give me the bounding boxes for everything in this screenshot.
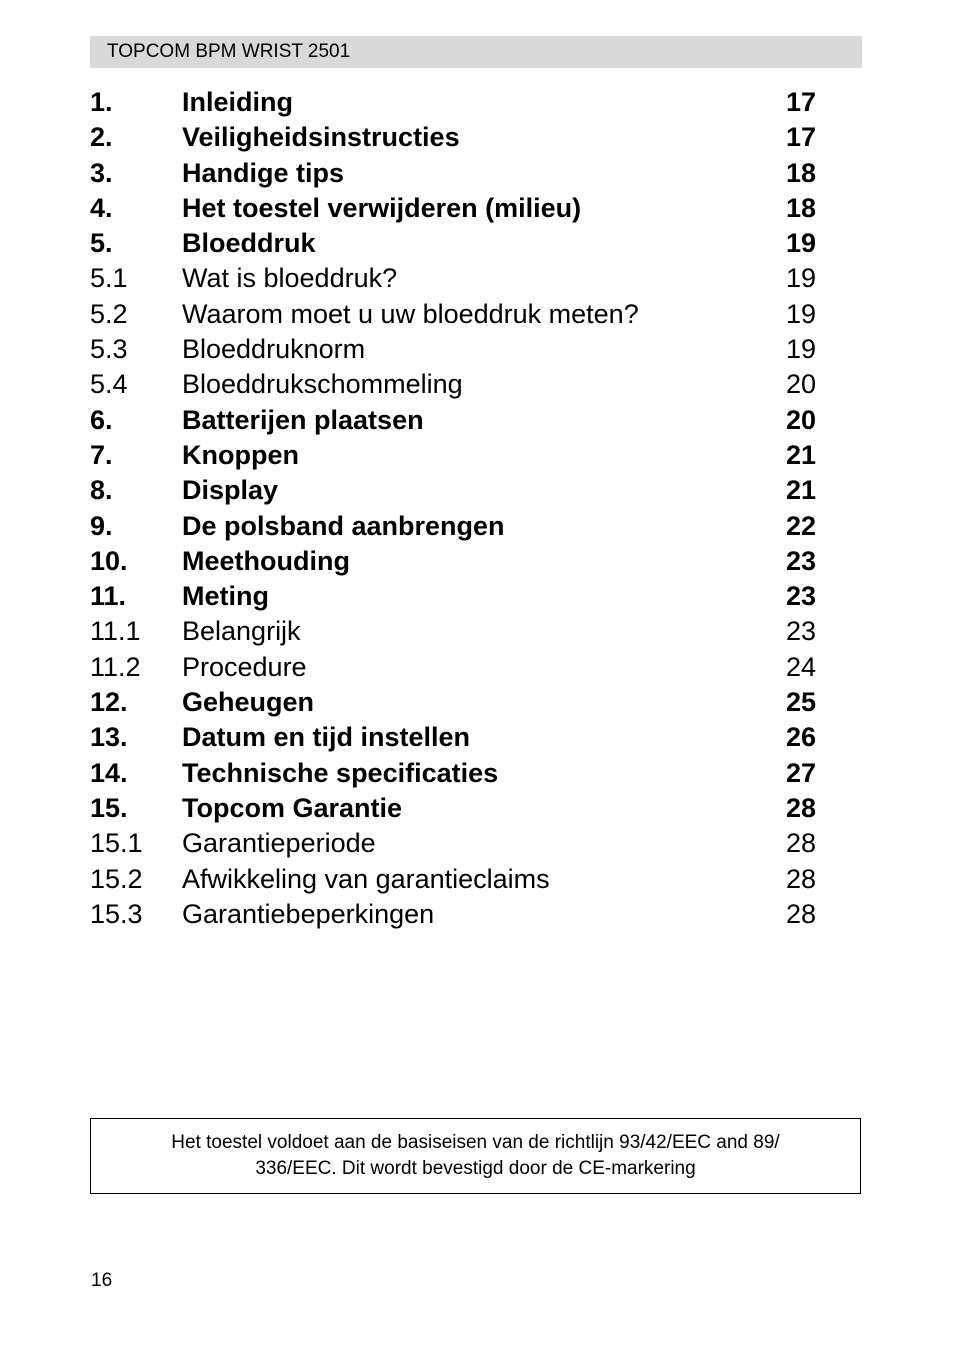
toc-entry[interactable] — [90, 791, 830, 826]
toc-entry-number: 5.3 — [90, 334, 128, 365]
toc-entry-number: 5. — [90, 228, 113, 259]
toc-entry[interactable] — [90, 579, 830, 614]
toc-entry-number: 5.4 — [90, 369, 128, 400]
toc-entry-title: Procedure — [182, 651, 307, 682]
toc-entry-number: 6. — [90, 404, 113, 435]
toc-entry-number: 5.2 — [90, 298, 128, 329]
toc-entry-number: 11.1 — [90, 616, 141, 647]
toc-entry-title: Geheugen — [182, 687, 315, 718]
toc-entry[interactable] — [90, 403, 830, 438]
toc-entry[interactable] — [90, 261, 830, 296]
toc-entry-title: Garantieperiode — [182, 828, 376, 859]
toc-entry[interactable] — [90, 367, 830, 402]
toc-entry-title: Knoppen — [182, 439, 299, 470]
toc-entry[interactable] — [90, 191, 830, 226]
toc-entry-page: 18 — [786, 192, 817, 223]
table-of-contents — [90, 85, 830, 932]
toc-entry-title: Meethouding — [182, 545, 350, 576]
page-number: 16 — [91, 1270, 113, 1291]
toc-entry[interactable] — [90, 226, 830, 261]
toc-entry-page: 26 — [786, 722, 817, 753]
toc-entry[interactable] — [90, 297, 830, 332]
toc-entry-title: Waarom moet u uw bloeddruk meten? — [182, 298, 639, 329]
toc-entry-title: De polsband aanbrengen — [182, 510, 505, 541]
toc-entry-page: 20 — [786, 404, 817, 435]
toc-entry-page: 22 — [786, 510, 817, 541]
toc-entry[interactable] — [90, 756, 830, 791]
toc-entry[interactable] — [90, 544, 830, 579]
toc-entry-title: Datum en tijd instellen — [182, 722, 471, 753]
toc-entry-page: 27 — [786, 757, 817, 788]
toc-entry-number: 11. — [90, 581, 127, 612]
toc-entry-page: 17 — [786, 122, 817, 153]
toc-entry[interactable] — [90, 720, 830, 755]
toc-entry-title: Batterijen plaatsen — [182, 404, 424, 435]
toc-entry[interactable] — [90, 85, 830, 120]
toc-entry-page: 28 — [786, 898, 817, 929]
toc-entry[interactable] — [90, 650, 830, 685]
toc-entry[interactable] — [90, 685, 830, 720]
toc-entry-page: 19 — [786, 334, 817, 365]
toc-entry-number: 11.2 — [90, 651, 141, 682]
toc-entry-number: 1. — [90, 87, 113, 117]
toc-entry[interactable] — [90, 862, 830, 897]
toc-entry[interactable] — [90, 509, 830, 544]
toc-entry-number: 3. — [90, 157, 113, 188]
toc-entry[interactable] — [90, 156, 830, 191]
toc-entry-page: 17 — [786, 87, 817, 117]
compliance-line-2: 336/EEC. Dit wordt bevestigd door de CE-markering — [255, 1158, 696, 1179]
toc-entry[interactable] — [90, 614, 830, 649]
compliance-line-1: Het toestel voldoet aan de basiseisen van de richtlijn 93/42/EEC and 89/ — [171, 1132, 780, 1153]
toc-entry-page: 18 — [786, 157, 817, 188]
toc-entry-page: 20 — [786, 369, 817, 400]
toc-entry-number: 15. — [90, 792, 128, 823]
toc-entry-page: 21 — [786, 439, 817, 470]
document-title: TOPCOM BPM WRIST 2501 — [107, 41, 351, 62]
toc-entry[interactable] — [90, 120, 830, 155]
toc-entry[interactable] — [90, 897, 830, 932]
toc-entry-page: 19 — [786, 228, 817, 259]
toc-entry-title: Veiligheidsinstructies — [182, 122, 460, 153]
toc-entry-title: Garantiebeperkingen — [182, 898, 435, 929]
toc-entry-title: Handige tips — [182, 157, 345, 188]
toc-entry-page: 19 — [786, 298, 817, 329]
toc-entry-number: 5.1 — [90, 263, 128, 294]
toc-entry-number: 10. — [90, 545, 128, 576]
toc-entry-page: 28 — [786, 828, 817, 859]
toc-entry-number: 13. — [90, 722, 128, 753]
toc-entry-title: Belangrijk — [182, 616, 301, 647]
toc-entry-title: Meting — [182, 581, 269, 612]
toc-entry-number: 15.2 — [90, 863, 143, 894]
toc-entry-title: Bloeddruknorm — [182, 334, 366, 365]
toc-entry-title: Wat is bloeddruk? — [182, 263, 398, 294]
toc-entry[interactable] — [90, 332, 830, 367]
toc-entry-number: 2. — [90, 122, 113, 153]
toc-entry-number: 9. — [90, 510, 113, 541]
toc-entry-page: 24 — [786, 651, 817, 682]
toc-entry-title: Technische specificaties — [182, 757, 499, 788]
toc-entry-page: 23 — [786, 581, 817, 612]
toc-entry-title: Afwikkeling van garantieclaims — [182, 863, 550, 894]
toc-entry[interactable] — [90, 438, 830, 473]
toc-entry-number: 4. — [90, 192, 113, 223]
toc-entry-number: 14. — [90, 757, 128, 788]
toc-entry-title: Topcom Garantie — [182, 792, 403, 823]
running-header — [90, 36, 862, 68]
toc-entry-page: 25 — [786, 687, 817, 718]
compliance-notice — [90, 1118, 861, 1194]
toc-entry-number: 12. — [90, 687, 128, 718]
toc-entry-number: 8. — [90, 475, 113, 506]
toc-entry-page: 23 — [786, 616, 817, 647]
toc-entry-page: 28 — [786, 792, 817, 823]
toc-entry[interactable] — [90, 473, 830, 508]
toc-entry[interactable] — [90, 826, 830, 861]
toc-entry-page: 19 — [786, 263, 817, 294]
toc-entry-page: 23 — [786, 545, 817, 576]
toc-entry-title: Het toestel verwijderen (milieu) — [182, 192, 582, 223]
toc-entry-page: 28 — [786, 863, 817, 894]
toc-entry-page: 21 — [786, 475, 817, 506]
toc-entry-title: Display — [182, 475, 279, 506]
toc-entry-title: Bloeddruk — [182, 228, 316, 259]
toc-entry-number: 7. — [90, 439, 113, 470]
compliance-text — [111, 1130, 841, 1182]
toc-entry-title: Inleiding — [182, 87, 293, 117]
toc-entry-title: Bloeddrukschommeling — [182, 369, 463, 400]
toc-entry-number: 15.3 — [90, 898, 143, 929]
toc-entry-number: 15.1 — [90, 828, 143, 859]
